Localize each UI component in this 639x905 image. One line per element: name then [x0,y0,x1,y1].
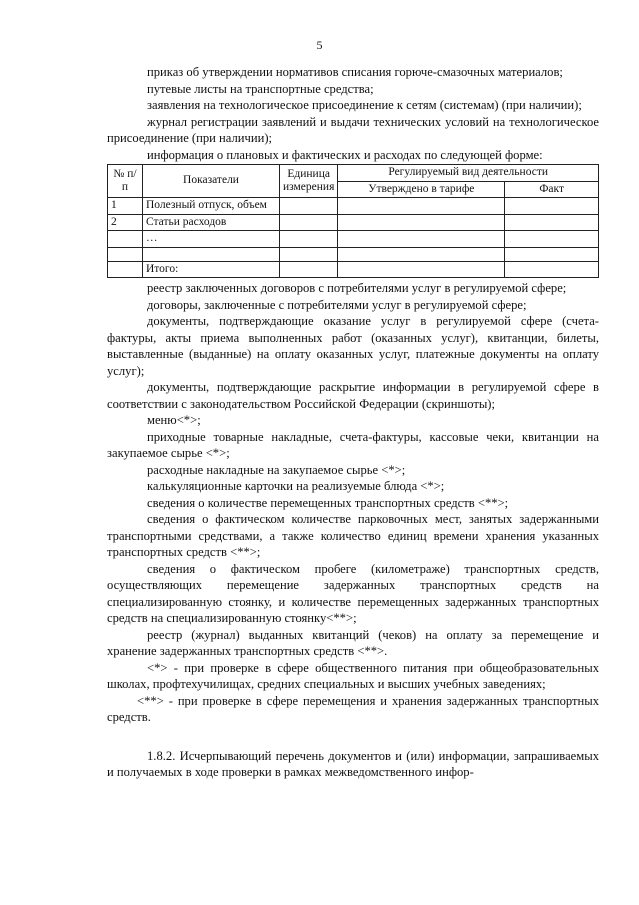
row-num [108,231,143,248]
paragraph: сведения о количестве перемещенных транспортных средств <**>; [147,495,509,510]
cell-empty [505,247,599,261]
paragraph: приказ об утверждении нормативов списания горюче-смазочных материалов; [147,65,563,79]
paragraph: реестр заключенных договоров с потребителями услуг в регулируемой сфере; [147,281,567,295]
table-row [108,214,599,231]
row-name [143,247,280,261]
header-fact: Факт [505,181,599,198]
row-num [108,261,143,278]
paragraph: информация о плановых и фактических и расходах по следующей форме: [147,147,543,162]
cell-empty [338,198,505,215]
row-num [108,247,143,261]
page-content [107,64,599,781]
table-row [108,261,599,278]
paragraph: меню<*>; [147,413,201,427]
cell-empty [280,261,338,278]
paragraph: журнал регистрации заявлений и выдачи технических условий на технологическое присоединение (при наличии); [107,114,599,145]
cell-empty [280,214,338,231]
table-row [108,247,599,261]
row-num: 2 [108,214,143,231]
cell-empty [505,198,599,215]
paragraph: расходные накладные на закупаемое сырье <*>; [147,462,406,477]
header-num: № п/п [108,165,143,198]
header-activity: Регулируемый вид деятельности [338,165,599,182]
header-approved: Утверждено в тарифе [338,181,505,198]
header-unit: Единица измерения [280,165,338,198]
paragraph: сведения о фактическом количестве парковочных мест, занятых задержанными транспортными средствами, а также количество единиц времени хранения указанных транспортных средств <**>; [107,512,599,559]
row-name: Статьи расходов [143,214,280,231]
paragraph: документы, подтверждающие оказание услуг в регулируемой сфере (счета-фактуры, акты приема выполненных работ (оказанных услуг), квитанции, билеты, выставленные (выданные) на оплату оказанных услуг, платежные документы на оплату услуг); [107,314,599,378]
footnote: <**> - при проверке в сфере перемещения и хранения задержанных транспортных средств. [107,693,599,724]
header-indicators: Показатели [143,165,280,198]
paragraph: заявления на технологическое присоединение к сетям (системам) (при наличии); [147,98,582,112]
cell-empty [280,231,338,248]
cell-empty [280,198,338,215]
cell-empty [505,214,599,231]
paragraph: калькуляционные карточки на реализуемые блюда <*>; [147,479,445,493]
expenses-table [107,164,599,278]
cell-empty [338,214,505,231]
cell-empty [280,247,338,261]
row-num: 1 [108,198,143,215]
row-name: Итого: [143,261,280,278]
footnote: <*> - при проверке в сфере общественного питания при общеобразовательных школах, профтехучилищах, средних специальных и высших учебных заведениях; [107,660,599,691]
paragraph: реестр (журнал) выданных квитанций (чеков) на оплату за перемещение и хранение задержанных транспортных средств <**>. [107,627,599,658]
paragraph: документы, подтверждающие раскрытие информации в регулируемой сфере в соответствии с законодательством Российской Федерации (скриншоты); [107,380,599,411]
table-row [108,198,599,215]
paragraph: сведения о фактическом пробеге (километраже) транспортных средств, осуществляющих перемещение задержанных транспортных средств на специализированную стоянку, и количестве перемещенных задержанных транспортных средств на специализированную стоянку<**>; [107,561,599,625]
cell-empty [505,261,599,278]
cell-empty [338,261,505,278]
table-row [108,231,599,248]
paragraph: приходные товарные накладные, счета-фактуры, кассовые чеки, квитанции на закупаемое сырье <*>; [107,429,599,460]
cell-empty [338,247,505,261]
page-number: 5 [316,38,323,52]
cell-empty [338,231,505,248]
row-name: Полезный отпуск, объем [143,198,280,215]
paragraph: путевые листы на транспортные средства; [147,81,374,96]
cell-empty [505,231,599,248]
section-paragraph: 1.8.2. Исчерпывающий перечень документов и (или) информации, запрашиваемых и получаемых в ходе проверки в рамках межведомственного инфор- [107,748,599,779]
paragraph: договоры, заключенные с потребителями услуг в регулируемой сфере; [147,297,527,312]
row-name: … [143,231,280,248]
